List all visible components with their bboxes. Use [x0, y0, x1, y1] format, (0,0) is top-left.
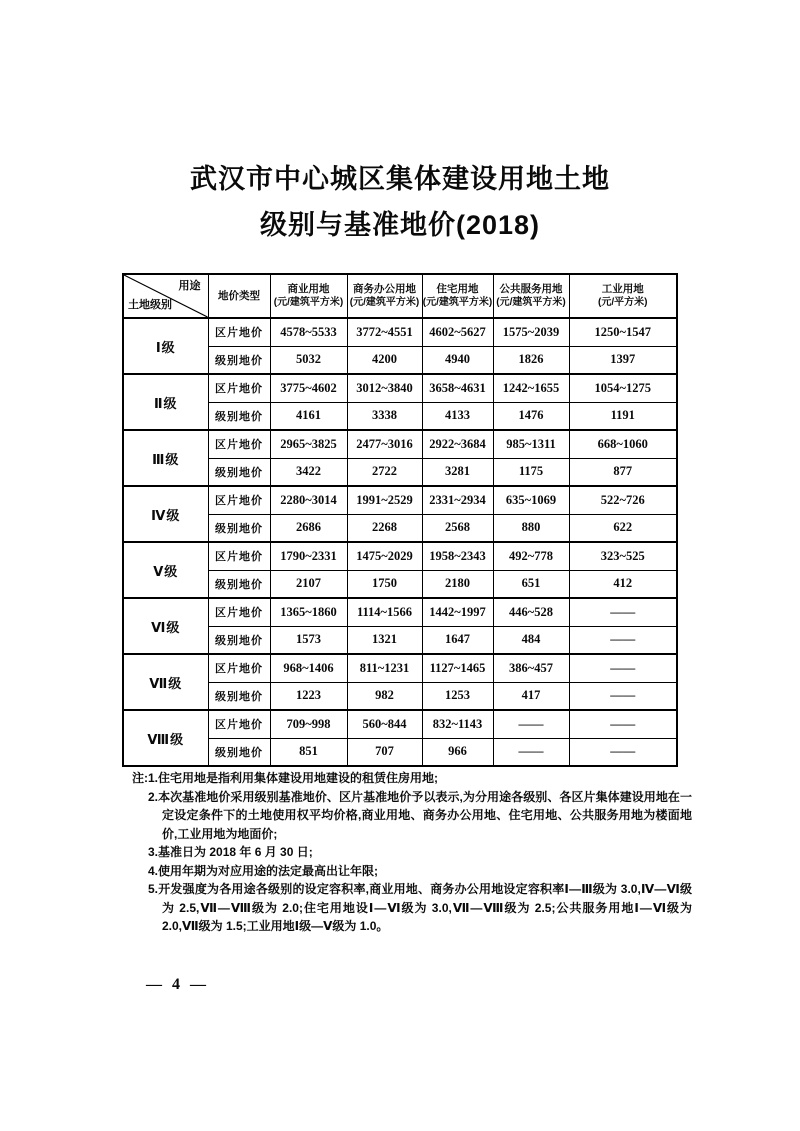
price-type-cell: 级别地价 — [208, 626, 270, 654]
header-row — [123, 274, 677, 318]
price-value-cell: 3658~4631 — [422, 374, 493, 402]
price-value-cell: 2280~3014 — [270, 486, 347, 514]
price-value-cell: 386~457 — [493, 654, 569, 682]
notes-prefix: 注: — [132, 771, 148, 785]
price-value-cell: 1826 — [493, 346, 569, 374]
col-unit: (元/建筑平方米) — [273, 297, 344, 308]
price-table-header — [123, 274, 677, 318]
price-value-cell: 4940 — [422, 346, 493, 374]
price-value-cell: 560~844 — [347, 710, 422, 738]
table-row — [123, 486, 677, 514]
price-value-cell: 811~1231 — [347, 654, 422, 682]
price-value-cell: —— — [569, 710, 677, 738]
price-type-cell: 区片地价 — [208, 654, 270, 682]
land-level-cell: Ⅶ级 — [123, 654, 208, 710]
table-row — [123, 318, 677, 346]
price-value-cell: 2477~3016 — [347, 430, 422, 458]
col-unit: (元/建筑平方米) — [496, 297, 566, 308]
price-value-cell: 323~525 — [569, 542, 677, 570]
price-type-cell: 级别地价 — [208, 402, 270, 430]
price-value-cell: 1475~2029 — [347, 542, 422, 570]
land-level-cell: Ⅷ级 — [123, 710, 208, 766]
price-value-cell: 968~1406 — [270, 654, 347, 682]
price-value-cell: 985~1311 — [493, 430, 569, 458]
title-line-2: 级别与基准地价(2018) — [259, 210, 541, 240]
price-value-cell: 966 — [422, 738, 493, 766]
price-value-cell: 3775~4602 — [270, 374, 347, 402]
price-type-cell: 区片地价 — [208, 430, 270, 458]
price-value-cell: 1442~1997 — [422, 598, 493, 626]
price-type-cell: 级别地价 — [208, 346, 270, 374]
price-value-cell: 1958~2343 — [422, 542, 493, 570]
price-value-cell: 2965~3825 — [270, 430, 347, 458]
price-value-cell: 2107 — [270, 570, 347, 598]
price-value-cell: —— — [569, 598, 677, 626]
price-type-cell: 区片地价 — [208, 598, 270, 626]
price-value-cell: 3338 — [347, 402, 422, 430]
price-value-cell: 635~1069 — [493, 486, 569, 514]
col-header-residential — [422, 274, 493, 318]
col-header-commercial — [270, 274, 347, 318]
price-value-cell: 412 — [569, 570, 677, 598]
price-value-cell: —— — [569, 626, 677, 654]
price-value-cell: 1365~1860 — [270, 598, 347, 626]
price-value-cell: 484 — [493, 626, 569, 654]
land-level-cell: Ⅵ级 — [123, 598, 208, 654]
col-name: 商务办公用地 — [353, 283, 416, 295]
price-type-cell: 区片地价 — [208, 486, 270, 514]
col-header-industrial — [569, 274, 677, 318]
price-type-cell: 级别地价 — [208, 738, 270, 766]
price-value-cell: 1991~2529 — [347, 486, 422, 514]
price-value-cell: 446~528 — [493, 598, 569, 626]
price-value-cell: 709~998 — [270, 710, 347, 738]
price-type-cell: 区片地价 — [208, 318, 270, 346]
price-value-cell: 1054~1275 — [569, 374, 677, 402]
price-value-cell: 1175 — [493, 458, 569, 486]
price-value-cell: 1476 — [493, 402, 569, 430]
price-value-cell: 1253 — [422, 682, 493, 710]
price-value-cell: 2922~3684 — [422, 430, 493, 458]
price-value-cell: 1191 — [569, 402, 677, 430]
price-value-cell: 2331~2934 — [422, 486, 493, 514]
corner-header-cell — [123, 274, 208, 318]
price-value-cell: 2686 — [270, 514, 347, 542]
note-item: 5.开发强度为各用途各级别的设定容积率,商业用地、商务办公用地设定容积率Ⅰ—Ⅲ级为 3.0,Ⅳ—Ⅵ级为 2.5,Ⅶ—Ⅷ级为 2.0;住宅用地设Ⅰ—Ⅵ级为 3.0,Ⅶ—Ⅷ级为 2.5;公共服务用地Ⅰ—Ⅵ级为 2.0,Ⅶ级为 1.5;工业用地Ⅰ级—Ⅴ级为 1.0。 — [148, 882, 692, 933]
table-row — [123, 374, 677, 402]
price-type-cell: 区片地价 — [208, 710, 270, 738]
price-value-cell: —— — [569, 682, 677, 710]
price-value-cell: 3772~4551 — [347, 318, 422, 346]
price-value-cell: 3422 — [270, 458, 347, 486]
price-value-cell: —— — [569, 738, 677, 766]
price-value-cell: 4200 — [347, 346, 422, 374]
table-row — [123, 598, 677, 626]
price-value-cell: 4161 — [270, 402, 347, 430]
price-value-cell: —— — [493, 738, 569, 766]
note-item: 3.基准日为 2018 年 6 月 30 日; — [148, 845, 313, 859]
price-value-cell: 1397 — [569, 346, 677, 374]
price-value-cell: 668~1060 — [569, 430, 677, 458]
price-value-cell: 5032 — [270, 346, 347, 374]
title-line-1: 武汉市中心城区集体建设用地土地 — [190, 164, 610, 194]
price-value-cell: 1750 — [347, 570, 422, 598]
price-value-cell: 1242~1655 — [493, 374, 569, 402]
price-table — [122, 273, 678, 767]
price-value-cell: 982 — [347, 682, 422, 710]
col-unit: (元/建筑平方米) — [422, 297, 493, 308]
price-value-cell: 1575~2039 — [493, 318, 569, 346]
col-unit: (元/平方米) — [598, 297, 648, 308]
note-item: 2.本次基准地价采用级别基准地价、区片基准地价予以表示,为分用途各级别、各区片集体建设用地在一定设定条件下的土地使用权平均价格,商业用地、商务办公用地、住宅用地、公共服务用地为楼面地价,工业用地为地面价; — [148, 789, 692, 841]
price-type-cell: 级别地价 — [208, 682, 270, 710]
col-header-price-type: 地价类型 — [208, 274, 270, 318]
price-value-cell: 4578~5533 — [270, 318, 347, 346]
note-item: 1.住宅用地是指利用集体建设用地建设的租赁住房用地; — [148, 771, 439, 785]
price-type-cell: 区片地价 — [208, 542, 270, 570]
land-level-cell: Ⅱ级 — [123, 374, 208, 430]
page-title — [0, 156, 800, 248]
land-level-cell: Ⅳ级 — [123, 486, 208, 542]
price-value-cell: 1790~2331 — [270, 542, 347, 570]
land-level-cell: Ⅴ级 — [123, 542, 208, 598]
price-value-cell: 2180 — [422, 570, 493, 598]
corner-label-land-level: 土地级别 — [128, 299, 172, 311]
price-value-cell: 1114~1566 — [347, 598, 422, 626]
price-value-cell: 1223 — [270, 682, 347, 710]
price-value-cell: 4133 — [422, 402, 493, 430]
price-value-cell: 417 — [493, 682, 569, 710]
price-value-cell: 2568 — [422, 514, 493, 542]
price-value-cell: 651 — [493, 570, 569, 598]
col-header-public-service — [493, 274, 569, 318]
price-type-cell: 级别地价 — [208, 570, 270, 598]
price-value-cell: 877 — [569, 458, 677, 486]
price-value-cell: 2268 — [347, 514, 422, 542]
notes-list — [148, 769, 692, 936]
price-value-cell: 851 — [270, 738, 347, 766]
price-value-cell: 522~726 — [569, 486, 677, 514]
price-value-cell: —— — [569, 654, 677, 682]
table-row — [123, 542, 677, 570]
col-name: 住宅用地 — [436, 283, 479, 295]
col-name: 公共服务用地 — [499, 283, 563, 295]
price-value-cell: 492~778 — [493, 542, 569, 570]
page-number: — 4 — — [146, 976, 209, 993]
price-value-cell: 3012~3840 — [347, 374, 422, 402]
table-row — [123, 710, 677, 738]
price-table-body — [123, 318, 677, 766]
price-type-cell: 级别地价 — [208, 514, 270, 542]
price-value-cell: 3281 — [422, 458, 493, 486]
table-row — [123, 430, 677, 458]
price-value-cell: 1573 — [270, 626, 347, 654]
notes-block — [132, 769, 692, 936]
price-value-cell: 4602~5627 — [422, 318, 493, 346]
price-value-cell: —— — [493, 710, 569, 738]
col-name: 工业用地 — [601, 283, 644, 295]
col-header-business-office — [347, 274, 422, 318]
price-type-cell: 级别地价 — [208, 458, 270, 486]
price-value-cell: 1647 — [422, 626, 493, 654]
note-item: 4.使用年期为对应用途的法定最高出让年限; — [148, 863, 379, 878]
price-value-cell: 832~1143 — [422, 710, 493, 738]
price-value-cell: 622 — [569, 514, 677, 542]
price-value-cell: 880 — [493, 514, 569, 542]
table-row — [123, 654, 677, 682]
price-value-cell: 707 — [347, 738, 422, 766]
col-name: 商业用地 — [287, 283, 330, 295]
price-value-cell: 1250~1547 — [569, 318, 677, 346]
land-level-cell: Ⅲ级 — [123, 430, 208, 486]
col-unit: (元/建筑平方米) — [349, 297, 420, 308]
price-value-cell: 2722 — [347, 458, 422, 486]
land-level-cell: Ⅰ级 — [123, 318, 208, 374]
price-value-cell: 1127~1465 — [422, 654, 493, 682]
corner-label-use: 用途 — [178, 280, 201, 292]
price-type-cell: 区片地价 — [208, 374, 270, 402]
price-value-cell: 1321 — [347, 626, 422, 654]
